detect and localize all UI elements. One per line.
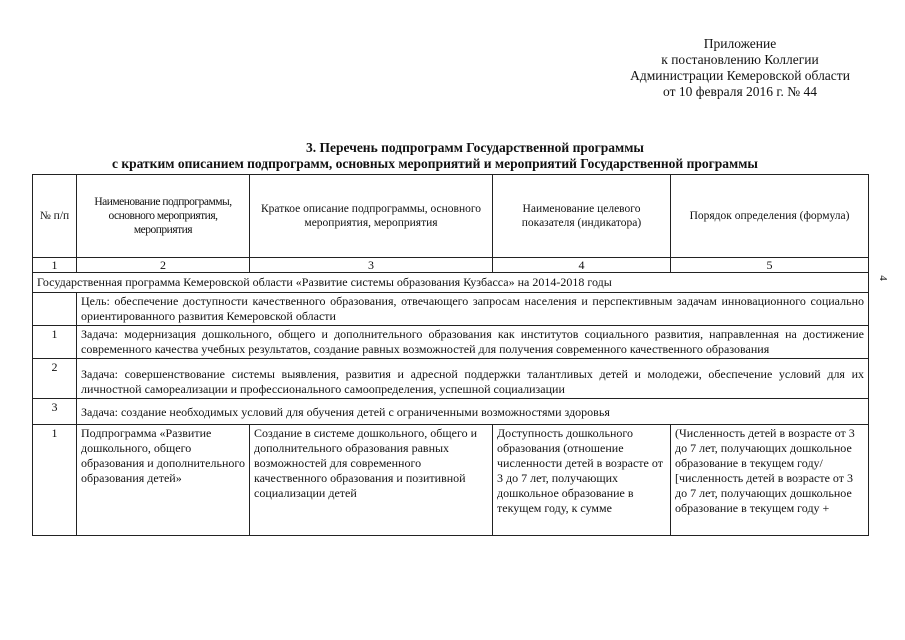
task-text: Задача: модернизация дошкольного, общего и дополнительного образования как институтов социального развития, направленная на достижение современного качества учебных результатов, создание равных возможностей для получения современного качественного образования (77, 326, 869, 359)
heading-line-2: с кратким описанием подпрограмм, основных мероприятий и мероприятий Государственной программы (112, 156, 758, 171)
program-row (33, 273, 869, 293)
column-number: 3 (250, 258, 493, 273)
table-header-row (33, 175, 869, 258)
program-title: Государственная программа Кемеровской области «Развитие системы образования Кузбасса» на 2014-2018 годы (33, 273, 869, 293)
column-number: 4 (493, 258, 671, 273)
row-number: 1 (33, 425, 77, 536)
header-indicator: Наименование целевого показателя (индикатора) (493, 175, 671, 258)
subprogram-table (32, 174, 869, 536)
annex-line: Администрации Кемеровской области (630, 68, 850, 83)
page-number: 4 (876, 275, 889, 281)
task-row (33, 399, 869, 425)
column-number: 2 (77, 258, 250, 273)
goal-text: Цель: обеспечение доступности качественного образования, отвечающего запросам населения и перспективным задачам инновационного социально ориентированного развития Кемеровской области (77, 293, 869, 326)
empty-cell (33, 293, 77, 326)
task-number: 2 (33, 359, 77, 399)
annex-line: Приложение (703, 36, 777, 51)
column-number: 1 (33, 258, 77, 273)
subprogram-description: Создание в системе дошкольного, общего и дополнительного образования равных возможностей для современного качественного образования и позитивной социализации детей (250, 425, 493, 536)
document-heading (40, 140, 860, 172)
annex-line: от 10 февраля 2016 г. № 44 (663, 84, 817, 99)
header-name: Наименование подпрограммы, основного мероприятия, мероприятия (77, 175, 250, 258)
subprogram-name: Подпрограмма «Развитие дошкольного, общего образования и дополнительного образования детей» (77, 425, 250, 536)
column-number: 5 (671, 258, 869, 273)
task-row (33, 359, 869, 399)
annex-block (560, 36, 905, 100)
task-text: Задача: совершенствование системы выявления, развития и адресной поддержки талантливых детей и молодежи, обеспечение условий для их личностной самореализации и профессионального самоопределения, успешной социализации (77, 359, 869, 399)
goal-row (33, 293, 869, 326)
formula: (Численность детей в возрасте от 3 до 7 лет, получающих дошкольное образование в текущем году/ [численность детей в возрасте от 3 до 7 лет, получающих дошкольное образование в текущем году + (671, 425, 869, 536)
header-number: № п/п (33, 175, 77, 258)
heading-line-1: 3. Перечень подпрограмм Государственной программы (306, 140, 644, 155)
header-description: Краткое описание подпрограммы, основного мероприятия, мероприятия (250, 175, 493, 258)
task-number: 1 (33, 326, 77, 359)
table-row (33, 425, 869, 536)
task-text: Задача: создание необходимых условий для обучения детей с ограниченными возможностями здоровья (77, 399, 869, 425)
annex-line: к постановлению Коллегии (661, 52, 819, 67)
task-number: 3 (33, 399, 77, 425)
target-indicator: Доступность дошкольного образования (отношение численности детей в возрасте от 3 до 7 лет, получающих дошкольное образование в текущем году, к сумме (493, 425, 671, 536)
task-row (33, 326, 869, 359)
column-number-row (33, 258, 869, 273)
header-formula: Порядок определения (формула) (671, 175, 869, 258)
